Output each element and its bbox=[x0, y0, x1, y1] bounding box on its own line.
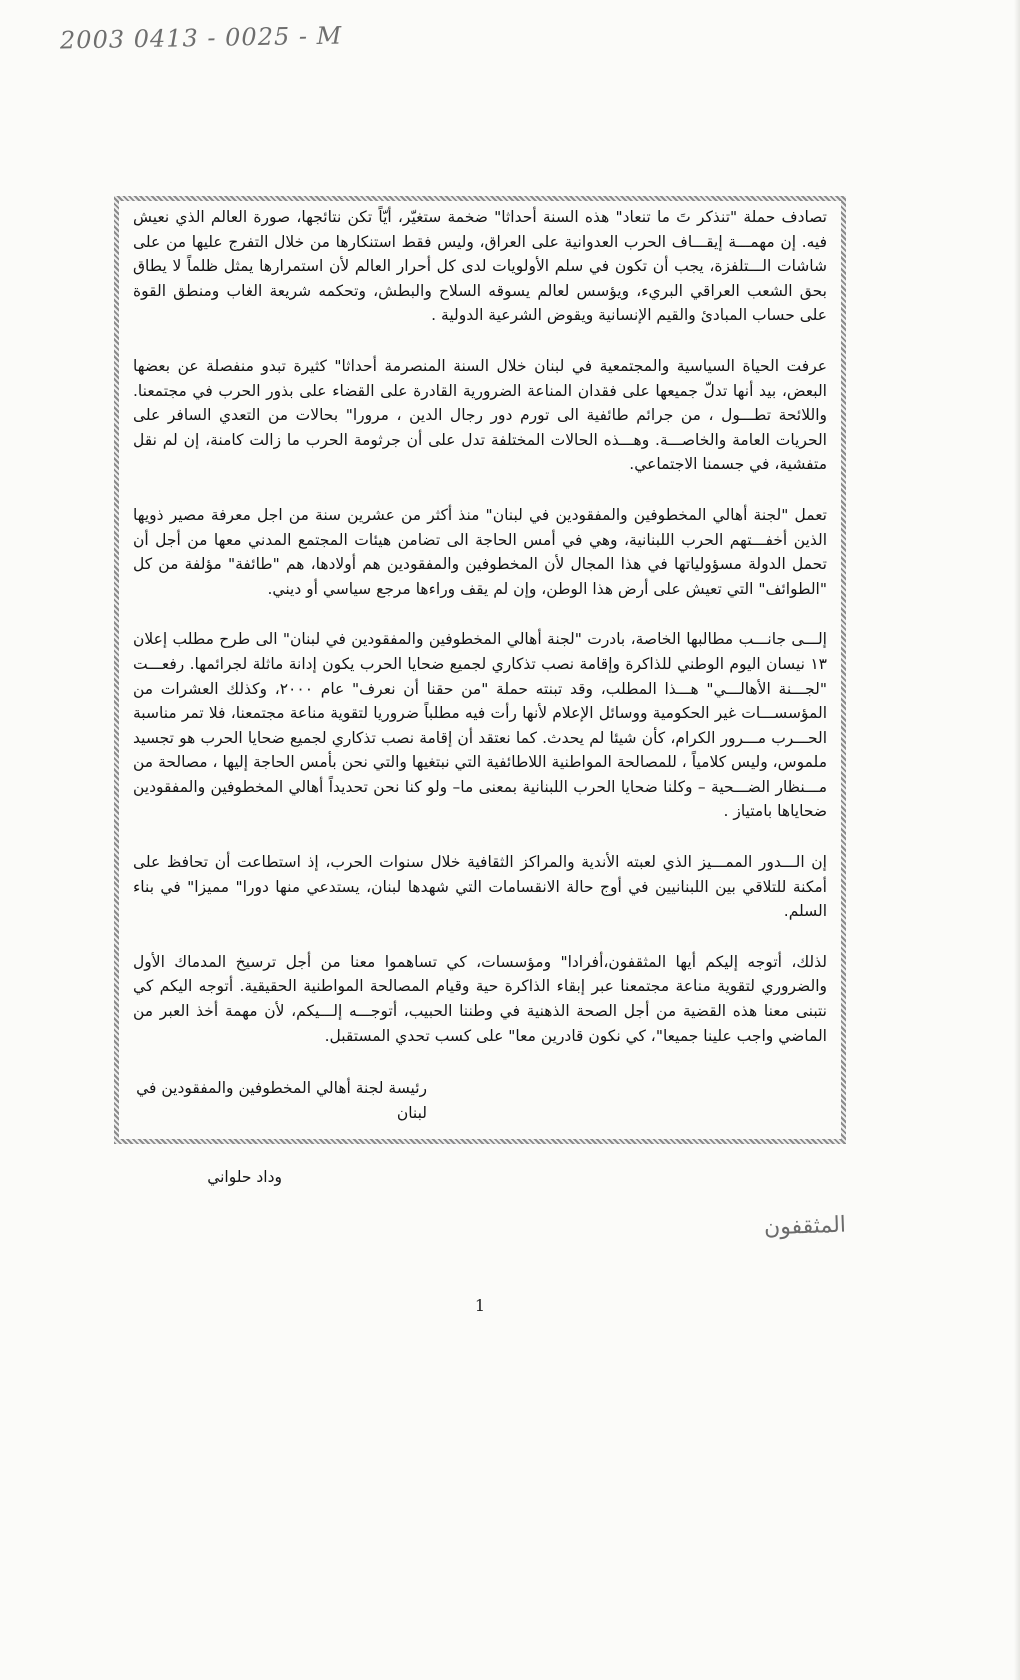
signature-title: رئيسة لجنة أهالي المخطوفين والمفقودين في لبنان bbox=[136, 1079, 427, 1122]
paragraph-lebanon-events: عرفت الحياة السياسية والمجتمعية في لبنان خلال السنة المنصرمة أحداثا" كثيرة تبدو منفصلة عن بعضها البعض، بيد أنها تدلّ جميعها على فقدان المناعة الضرورية القادرة على القضاء على بذور الحرب في مجتمعنا. واللائحة تطـــول ، من جرائم طائفية الى تورم دور رجال الدين ، مرورا" بحالات من التعدي السافر على الحريات العامة والخاصـــة. وهـــذه الحالات المختلفة تدل على أن جرثومة الحرب ما زالت كامنة، إن لم نقل متفشية، في جسمنا الاجتماعي. bbox=[133, 356, 827, 474]
paragraph-committee-work: تعمل "لجنة أهالي المخطوفين والمفقودين في لبنان" منذ أكثر من عشرين سنة من اجل معرفة مصير ذويها الذين أخفـــتهم الحرب اللبنانية، وهي في أمس الحاجة الى تضامن هيئات المجتمع المدني معها من أجل أن تحمل الدولة مسؤولياتها في هذا المجال لأن المخطوفين والمفقودين هم أولادها، هم "طائفة" مؤلفة من كل "الطوائف" التي تعيش على أرض هذا الوطن، وإن لم يقف وراءها مرجع سياسي أو ديني. bbox=[133, 505, 827, 598]
scan-edge-shadow bbox=[1014, 0, 1020, 1680]
paragraph-memorial-demand: إلـــى جانـــب مطالبها الخاصة، بادرت "لجنة أهالي المخطوفين والمفقودين في لبنان" الى طرح مطلب إعلان ١٣ نيسان اليوم الوطني للذاكرة وإقامة نصب تذكاري لجميع ضحايا الحرب يكون إدانة ماثلة لجرائمها. رفعـــت "لجـــنة الأهالـــي" هـــذا المطلب، وقد تبنته حملة "من حقنا أن نعرف" عام ٢٠٠٠، وكذلك العشرات من المؤسســـات غير الحكومية ووسائل الإعلام لأنها رأت فيه مطلباً ضروريا لتقوية مناعة مجتمعنا، فلا تمر مناسبة الحـــرب مـــرور الكرام، كأن شيئا لم يحدث. كما نعتقد أن إقامة نصب تذكاري لجميع ضحايا الحرب هو تجسيد ملموس، وليس كلامياً ، للمصالحة المواطنية اللاطائفية التي نبتغيها والتي نحن بأمس الحاجة إليها ، مصالحة من مـــنظار الضـــحية – وكلنا ضحايا الحرب اللبنانية بمعنى ما– ولو كنا نحن تحديداً أهالي المخطوفين والمفقودين ضحاياها بامتياز . bbox=[133, 630, 827, 821]
handwritten-margin-note: المثقفون bbox=[763, 1212, 847, 1241]
signature-name: وداد حلواني bbox=[207, 1168, 282, 1187]
paragraph-campaign-intro: تصادف حملة "تنذكر تَ ما تنعاد" هذه السنة أحداثا" ضخمة ستغيّر، أيّاً تكن نتائجها، صورة العالم الذي نعيش فيه. إن مهمـــة إيقـــاف الحرب العدوانية على العراق، وليس فقط استنكارها من خلال التفرج عليها من على شاشات الـــتلفزة، يجب أن تكون في سلم الأولويات لدى كل أحرار العالم لأن استمرارها يمثل ظلماً لا يطاق بحق الشعب العراقي البريء، ويؤسس لعالم يسوقه السلاح والبطش، وتحكمه شريعة الغاب ومنطق القوة على حساب المبادئ والقيم الإنسانية ويقوض الشرعية الدولية . bbox=[133, 208, 827, 325]
paragraph-appeal: لذلك، أتوجه إليكم أيها المثقفون،أفرادا" ومؤسسات، كي تساهموا معنا من أجل ترسيخ المدماك الأول والضروري لتقوية مناعة مجتمعنا عبر إبقاء الذاكرة حية وقيام المصالحة المواطنية الحقيقية. أتوجه اليكم كي نتبنى معنا هذه القضية من أجل الصحة الذهنية في وطننا الحبيب، أتوجـــه إلـــيكم، لأن مهمة أخذ العبر من الماضي واجب علينا جميعا"، كي نكون قادرين معا" على كسب تحدي المستقبل. bbox=[133, 952, 827, 1045]
paragraph-cultural-clubs: إن الـــدور الممـــيز الذي لعبته الأندية والمراكز الثقافية خلال سنوات الحرب، إذ استطاعت أن تحافظ على أمكنة للتلاقي بين اللبنانيين في أوج حالة الانقسامات التي شهدها لبنان، يستدعي منها دورا" مميزا" في بناء السلم. bbox=[133, 853, 827, 921]
page-number: 1 bbox=[474, 1296, 486, 1315]
letter-frame bbox=[114, 196, 846, 1187]
handwritten-reference-number: 2003 0413 - 0025 - M bbox=[59, 21, 343, 55]
